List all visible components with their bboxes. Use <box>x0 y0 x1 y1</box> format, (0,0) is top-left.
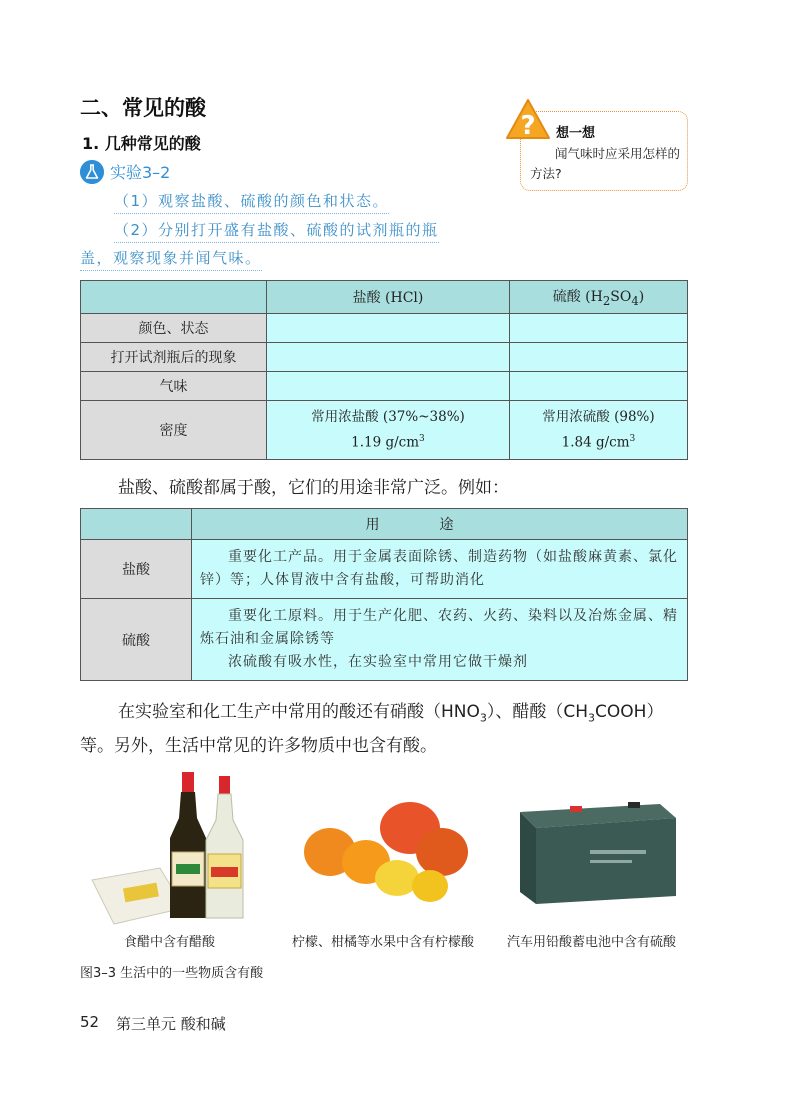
table-header-h2so4: 硫酸 $(H_2SO_4)$ <box>509 281 687 314</box>
svg-text:?: ? <box>520 111 536 141</box>
density-hcl: 常用浓盐酸 (37%~38%) 1.19 $g/cm^3$ <box>267 401 510 460</box>
question-warning-icon <box>505 98 551 142</box>
table-header-hcl: 盐酸 (HCl) <box>267 281 510 314</box>
row-label-density: 密度 <box>81 401 267 460</box>
row-label-odor: 气味 <box>81 372 267 401</box>
density-h2so4: 常用浓硫酸 (98%) 1.84 $g/cm^3$ <box>509 401 687 460</box>
table-header-empty <box>81 509 192 540</box>
caption-battery: 汽车用铅酸蓄电池中含有硫酸 <box>507 935 677 950</box>
caption-vinegar: 食醋中含有醋酸 <box>124 935 216 950</box>
caption-fruits: 柠檬、柑橘等水果中含有柠檬酸 <box>292 935 475 950</box>
page-number: 52 <box>80 1013 100 1031</box>
think-text: 闻气味时应采用怎样的方法? <box>530 146 681 181</box>
figure-caption: 图3–3 生活中的一些物质含有酸 <box>80 966 264 981</box>
acid-uses-table <box>80 508 688 681</box>
paragraph-other-acids: 在实验室和化工生产中常用的酸还有硝酸$(HNO_3)$、醋酸$(CH_3COOH)$ <box>118 702 664 725</box>
table-header-empty <box>81 281 267 314</box>
experiment-step-1: （1）观察盐酸、硫酸的颜色和状态。 <box>114 189 389 214</box>
unit-title: 第三单元 酸和碱 <box>116 1015 226 1033</box>
row-label-hcl: 盐酸 <box>81 540 192 599</box>
lead-acid-battery-image <box>510 800 680 910</box>
table-cell <box>509 314 687 343</box>
table-cell <box>267 314 510 343</box>
think-title: 想一想 <box>556 126 596 141</box>
vinegar-bottles-image <box>88 768 258 928</box>
experiment-step-2: （2）分别打开盛有盐酸、硫酸的试剂瓶的瓶 <box>114 218 439 243</box>
experiment-step-2-cont: 盖，观察现象并闻气味。 <box>80 246 262 271</box>
flask-icon <box>80 160 104 184</box>
paragraph-uses-intro: 盐酸、硫酸都属于酸，它们的用途非常广泛。例如： <box>118 478 509 498</box>
subsection-title: 1. 几种常见的酸 <box>82 134 201 153</box>
acid-properties-table <box>80 280 688 460</box>
section-title: 二、常见的酸 <box>80 96 206 120</box>
table-header-uses: 用途 <box>192 509 688 540</box>
table-cell <box>267 343 510 372</box>
citrus-fruits-image <box>292 800 472 910</box>
table-cell <box>267 372 510 401</box>
row-label-phenomenon: 打开试剂瓶后的现象 <box>81 343 267 372</box>
experiment-title: 实验3–2 <box>110 163 171 182</box>
paragraph-other-acids-cont: 等。另外，生活中常见的许多物质中也含有酸。 <box>80 736 437 756</box>
hcl-uses: 重要化工产品。用于金属表面除锈、制造药物（如盐酸麻黄素、氯化 锌）等；人体胃液中含有盐酸，可帮助消化 <box>192 540 688 599</box>
row-label-h2so4: 硫酸 <box>81 599 192 681</box>
h2so4-uses: 重要化工原料。用于生产化肥、农药、火药、染料以及冶炼金属、精 炼石油和金属除锈等 浓硫酸有吸水性，在实验室中常用它做干燥剂 <box>192 599 688 681</box>
table-cell <box>509 372 687 401</box>
table-cell <box>509 343 687 372</box>
row-label-color-state: 颜色、状态 <box>81 314 267 343</box>
